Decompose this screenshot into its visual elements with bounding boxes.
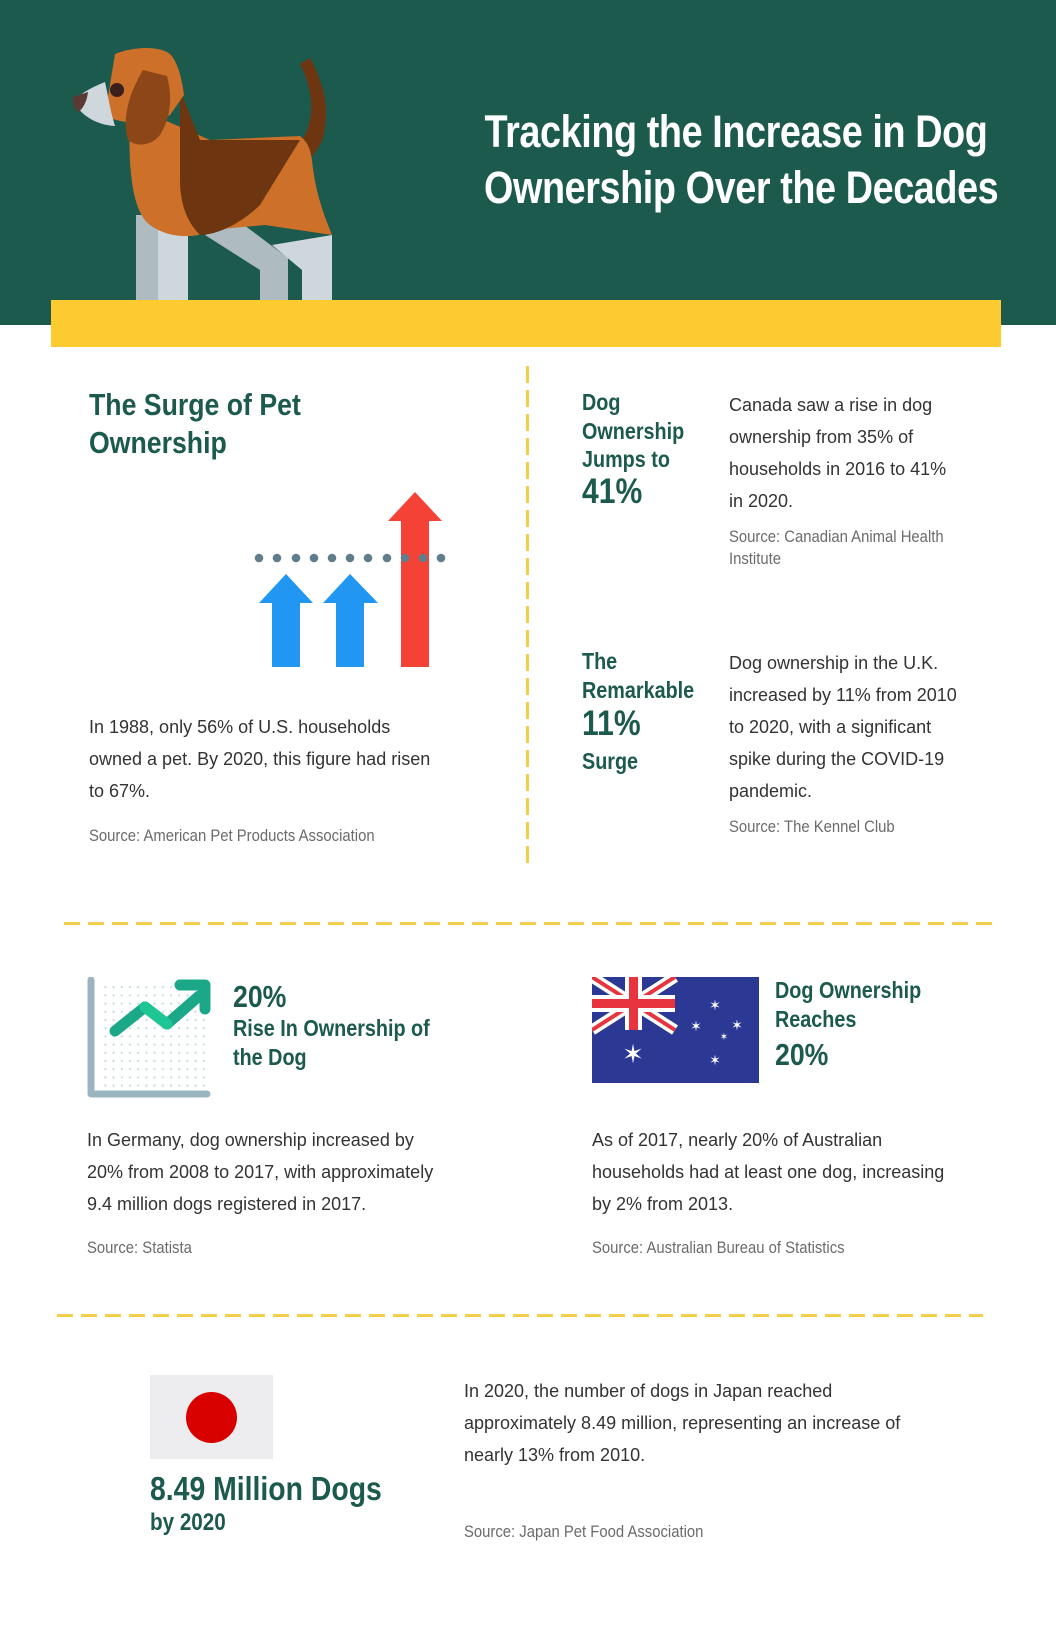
japan-flag-icon <box>150 1375 273 1459</box>
japan-subheading: by 2020 <box>150 1509 226 1536</box>
horizontal-divider-1 <box>64 922 992 925</box>
japan-source: Source: Japan Pet Food Association <box>464 1523 704 1541</box>
uk-source: Source: The Kennel Club <box>729 818 895 836</box>
title-line-1: Tracking the Increase in Dog <box>484 106 988 157</box>
svg-text:✶: ✶ <box>690 1019 702 1035</box>
svg-text:✶: ✶ <box>622 1040 644 1070</box>
germany-body: In Germany, dog ownership increased by 20% from 2008 to 2017, with approximately 9.4 million dogs registered in 2017. <box>87 1130 434 1214</box>
germany-source: Source: Statista <box>87 1239 192 1257</box>
canada-stat: 41% <box>582 472 643 511</box>
australia-stat: 20% <box>775 1037 829 1072</box>
uk-heading: The Remarkable <box>582 648 695 703</box>
vertical-divider <box>526 366 529 864</box>
svg-text:✶: ✶ <box>719 1032 729 1043</box>
uk-stat: 11% <box>582 704 641 743</box>
japan-stat: 8.49 Million Dogs <box>150 1470 382 1507</box>
uk-heading-suffix: Surge <box>582 748 639 774</box>
horizontal-divider-2 <box>57 1314 983 1317</box>
uk-body: Dog ownership in the U.K. increased by 11% from 2010 to 2020, with a significant spike during the COVID-19 pandemic. <box>729 653 957 801</box>
title-line-2: Ownership Over the Decades <box>484 162 999 213</box>
accent-bar <box>51 300 1001 347</box>
japan-body: In 2020, the number of dogs in Japan reached approximately 8.49 million, representing an increase of nearly 13% from 2010. <box>464 1381 901 1465</box>
germany-heading: Rise In Ownership of the Dog <box>233 1015 430 1070</box>
svg-text:✶: ✶ <box>709 998 721 1014</box>
beagle-dog-icon <box>60 40 360 302</box>
svg-text:✶: ✶ <box>731 1018 743 1034</box>
australia-source: Source: Australian Bureau of Statistics <box>592 1239 845 1257</box>
canada-heading: Dog Ownership Jumps to <box>582 389 685 472</box>
trending-up-chart-icon <box>87 977 211 1100</box>
usa-source: Source: American Pet Products Association <box>89 827 375 845</box>
australia-heading: Dog Ownership Reaches <box>775 977 922 1032</box>
usa-body: In 1988, only 56% of U.S. households owned a pet. By 2020, this figure had risen to 67%. <box>89 717 431 801</box>
australia-flag-icon <box>592 977 759 1083</box>
canada-source: Source: Canadian Animal Health Institute <box>729 528 944 568</box>
japan-flag-sun <box>186 1392 237 1443</box>
usa-heading: The Surge of Pet Ownership <box>89 387 301 460</box>
page-title <box>436 104 1036 216</box>
australia-body: As of 2017, nearly 20% of Australian households had at least one dog, increasing by 2% from 2013. <box>592 1130 945 1214</box>
rising-arrows-icon <box>253 490 449 668</box>
canada-body: Canada saw a rise in dog ownership from 35% of households in 2016 to 41% in 2020. <box>729 395 947 511</box>
svg-text:✶: ✶ <box>709 1053 721 1069</box>
germany-stat: 20% <box>233 979 287 1014</box>
